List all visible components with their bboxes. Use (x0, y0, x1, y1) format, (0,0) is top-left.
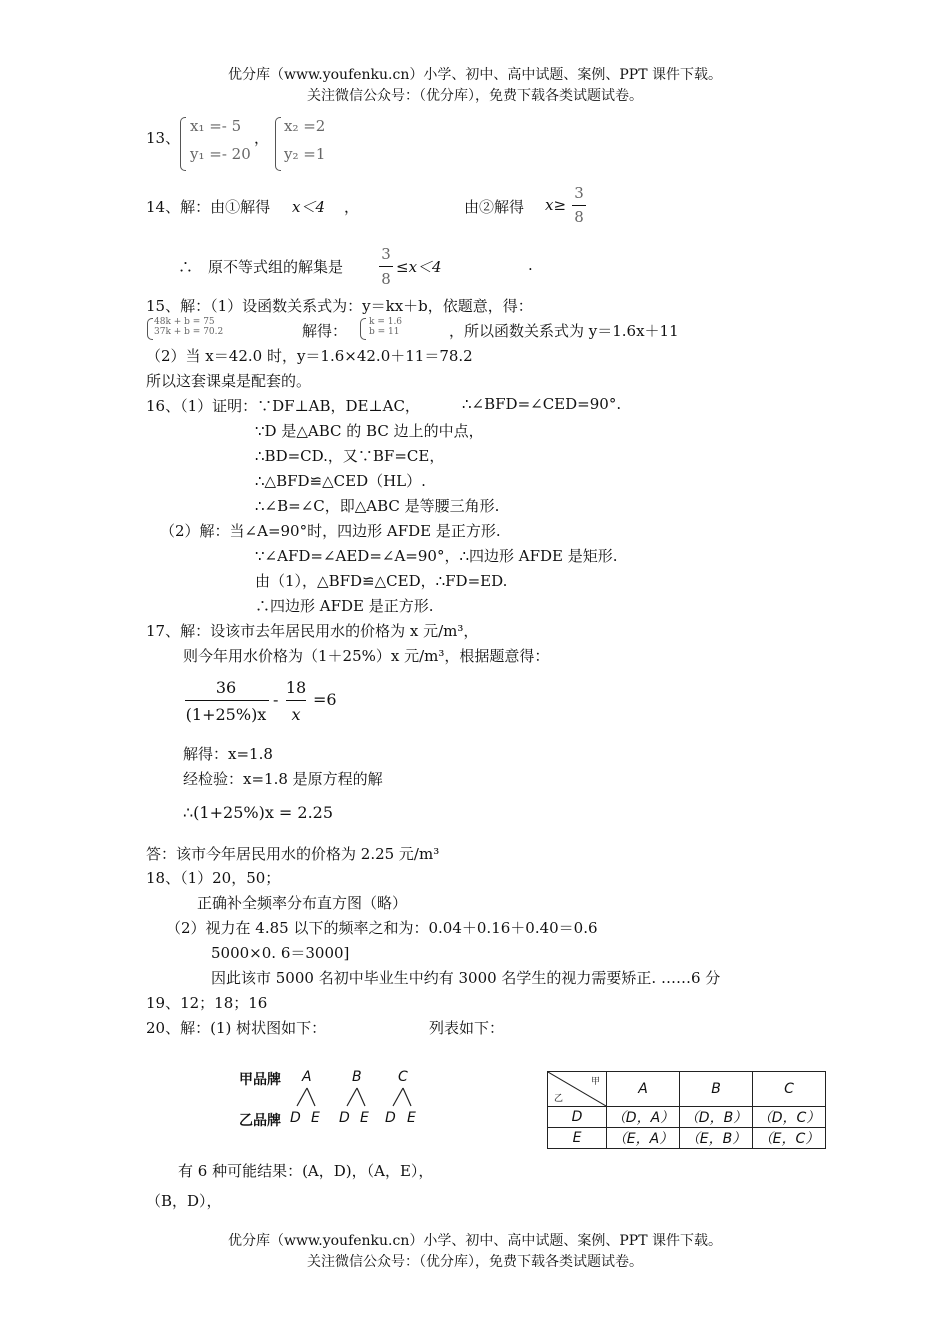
q15-line-4: 所以这套课桌是配套的。 (146, 372, 312, 390)
q13-comma: ， (254, 129, 270, 147)
q15-solve-label: 解得： (302, 322, 348, 340)
q14-conclusion-line (379, 266, 393, 267)
q13-system1-bottom: y₁ =- 20 (190, 145, 251, 163)
q18-line-1: 18、（1）20，50； (146, 869, 281, 887)
q17-eq-minus: - (273, 690, 279, 709)
q16-line-2: ∵D 是△ABC 的 BC 边上的中点， (255, 422, 484, 440)
tree-label-bottom: 乙品牌 (239, 1113, 281, 1129)
tree-bottom-node: E (360, 1110, 369, 1126)
q16-line-9: ∴四边形 AFDE 是正方形. (255, 597, 434, 615)
q16-line-3: ∴BD=CD.，又∵BF=CE， (255, 447, 445, 465)
q15-brace-2 (360, 318, 366, 340)
tree-branches (285, 1086, 425, 1110)
table-col-header: B (680, 1072, 753, 1107)
q20-line-3: （B，D）， (146, 1192, 222, 1210)
q17-line-3: 解得：x=1.8 (183, 745, 273, 763)
results-table (547, 1071, 826, 1149)
q20-line-1a: 20、解：(1) 树状图如下： (146, 1019, 327, 1037)
tree-bottom-node: D (339, 1110, 350, 1126)
q17-line-4: 经检验：x=1.8 是原方程的解 (183, 770, 383, 788)
q14-text-e: x≥ (545, 196, 567, 214)
tree-label-top: 甲品牌 (239, 1072, 281, 1088)
q17-line-1: 17、解：设该市去年居民用水的价格为 x 元/m³， (146, 622, 479, 640)
table-cell: （E，C） (753, 1128, 826, 1149)
q17-eq-num1: 36 (215, 678, 237, 697)
q15-line-1: 15、解：（1）设函数关系式为：y＝kx＋b，依题意，得： (146, 297, 533, 315)
q15-system-2-bottom: b = 11 (369, 327, 400, 337)
q15-brace-1 (147, 318, 153, 340)
q17-line-6: 答：该市今年居民用水的价格为 2.25 元/m³ (146, 845, 440, 863)
q14-frac-num: 3 (574, 184, 584, 202)
footer-line-2: 关注微信公众号：（优分库），免费下载各类试题试卷。 (307, 1254, 643, 1270)
q14-conclusion-text: ∴ 原不等式组的解集是 (178, 258, 344, 276)
header-line-2: 关注微信公众号：（优分库），免费下载各类试题试卷。 (307, 88, 643, 104)
q17-eq-num2: 18 (285, 678, 307, 697)
tree-top-node: A (302, 1069, 312, 1085)
q14-frac-line (572, 205, 586, 206)
q17-line-5: ∴(1+25%)x = 2.25 (183, 803, 334, 822)
q18-line-4: 5000×0. 6＝3000] (211, 944, 350, 962)
table-cell: （E，A） (607, 1128, 680, 1149)
table-cell: （D，B） (680, 1107, 753, 1128)
table-row-header: E (548, 1128, 607, 1149)
table-cell: （D，C） (753, 1107, 826, 1128)
q16-line-6: （2）解：当∠A=90°时，四边形 AFDE 是正方形. (160, 522, 501, 540)
q14-text-b: x＜4 (292, 198, 326, 216)
q17-line-2: 则今年用水价格为（1＋25%）x 元/m³，根据题意得： (183, 647, 550, 665)
q14-frac-den: 8 (574, 208, 584, 226)
q15-system-2-top: k = 1.6 (369, 317, 403, 327)
q17-eq-line2 (286, 700, 306, 701)
q15-system-1-bottom: 37k + b = 70.2 (154, 327, 224, 337)
q16-line-4: ∴△BFD≌△CED（HL）. (255, 472, 426, 490)
q20-line-1b: 列表如下： (429, 1019, 505, 1037)
q15-line-2: ，所以函数关系式为 y＝1.6x＋11 (449, 322, 679, 340)
tree-bottom-node: D (290, 1110, 301, 1126)
q16-line-1b: ∴∠BFD=∠CED=90°. (462, 395, 622, 413)
q14-conclusion-ineq: ≤x＜4 (396, 258, 442, 276)
tree-bottom-node: E (407, 1110, 416, 1126)
q18-line-5: 因此该市 5000 名初中毕业生中约有 3000 名学生的视力需要矫正. ……6 分 (211, 969, 721, 987)
q16-line-7: ∵∠AFD=∠AED=∠A=90°，∴四边形 AFDE 是矩形. (255, 547, 618, 565)
table-col-header: A (607, 1072, 680, 1107)
q15-line-3: （2）当 x＝42.0 时，y＝1.6×42.0＋11＝78.2 (146, 347, 473, 365)
q16-line-5: ∴∠B=∠C，即△ABC 是等腰三角形. (255, 497, 500, 515)
table-row-header: D (548, 1107, 607, 1128)
tree-top-node: B (352, 1069, 362, 1085)
q17-eq-line1 (185, 700, 269, 701)
table-corner-cell (548, 1072, 607, 1107)
table-corner-top: 甲 (590, 1077, 600, 1087)
table-corner-bottom: 乙 (554, 1094, 564, 1104)
q13-system2-top: x₂ =2 (284, 117, 326, 135)
q20-line-2: 有 6 种可能结果：(A，D)，（A，E）， (178, 1162, 434, 1180)
q16-line-1a: 16、（1）证明：∵DF⊥AB，DE⊥AC， (146, 397, 420, 415)
q13-brace-1 (180, 117, 186, 171)
tree-bottom-node: D (385, 1110, 396, 1126)
table-cell: （D，A） (607, 1107, 680, 1128)
q17-eq-den2: x (291, 705, 301, 724)
q14-conclusion-dot: . (528, 256, 533, 274)
q19-line-1: 19、12；18；16 (146, 994, 268, 1012)
q13-number: 13、 (146, 129, 181, 147)
q13-system2-bottom: y₂ =1 (284, 145, 326, 163)
footer-line-1: 优分库（www.youfenku.cn）小学、初中、高中试题、案例、PPT 课件下载。 (227, 1233, 722, 1249)
tree-top-node: C (398, 1069, 408, 1085)
header-line-1: 优分库（www.youfenku.cn）小学、初中、高中试题、案例、PPT 课件下载。 (227, 67, 722, 83)
q14-conclusion-den: 8 (381, 270, 391, 288)
tree-bottom-node: E (311, 1110, 320, 1126)
q16-line-8: 由（1），△BFD≌△CED，∴FD=ED. (255, 572, 508, 590)
q14-text-d: 由②解得 (464, 198, 525, 216)
q17-eq-rhs: =6 (313, 690, 337, 709)
q18-line-2: 正确补全频率分布直方图（略） (197, 894, 408, 912)
table-cell: （E，B） (680, 1128, 753, 1149)
q15-system-1-top: 48k + b = 75 (154, 317, 215, 327)
q13-brace-2 (275, 117, 281, 171)
q17-eq-den1: (1+25%)x (185, 705, 267, 724)
q14-text-a: 14、解：由①解得 (146, 198, 271, 216)
q18-line-3: （2）视力在 4.85 以下的频率之和为：0.04＋0.16＋0.40＝0.6 (166, 919, 598, 937)
q13-system1-top: x₁ =- 5 (190, 117, 242, 135)
table-col-header: C (753, 1072, 826, 1107)
q14-text-c: ， (344, 198, 360, 216)
q14-conclusion-num: 3 (381, 245, 391, 263)
